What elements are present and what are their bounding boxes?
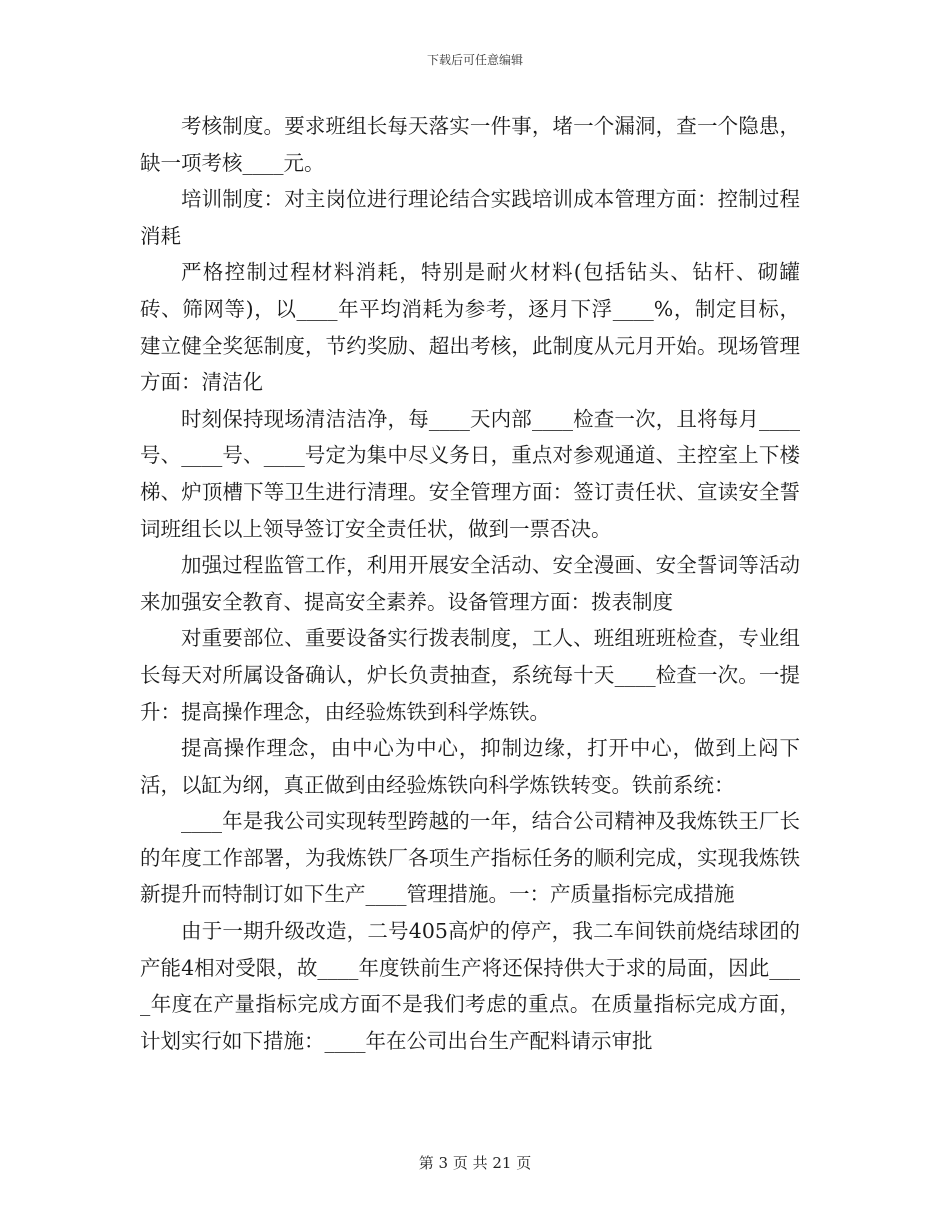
paragraph: 考核制度。要求班组长每天落实一件事，堵一个漏洞，查一个隐患，缺一项考核____元。 xyxy=(140,114,800,175)
paragraph: 由于一期升级改造，二号405高炉的停产，我二车间铁前烧结球团的产能4相对受限，故____年度铁前生产将还保持供大于求的局面，因此____年度在产量指标完成方面不是我们考虑的重点。在质量指标完成方面，计划实行如下措施：____年在公司出台生产配料请示审批 xyxy=(140,919,800,1053)
paragraph: 对重要部位、重要设备实行拨表制度，工人、班组班班检查，专业组长每天对所属设备确认，炉长负责抽查，系统每十天____检查一次。一提升：提高操作理念，由经验炼铁到科学炼铁。 xyxy=(140,626,800,724)
paragraph: 加强过程监管工作，利用开展安全活动、安全漫画、安全誓词等活动来加强安全教育、提高安全素养。设备管理方面：拨表制度 xyxy=(140,553,800,614)
page-header-note: 下载后可任意编辑 xyxy=(426,53,523,67)
paragraph: 严格控制过程材料消耗，特别是耐火材料(包括钻头、钻杆、砌罐砖、筛网等)，以____年平均消耗为参考，逐月下浮____%，制定目标，建立健全奖惩制度，节约奖励、超出考核，此制度从元月开始。现场管理方面：清洁化 xyxy=(140,260,800,395)
paragraph: ____年是我公司实现转型跨越的一年，结合公司精神及我炼铁王厂长的年度工作部署，为我炼铁厂各项生产指标任务的顺利完成，实现我炼铁新提升而特制订如下生产____管理措施。一：产质量指标完成措施 xyxy=(140,809,800,907)
paragraph: 培训制度：对主岗位进行理论结合实践培训成本管理方面：控制过程消耗 xyxy=(140,187,800,248)
page-number: 第 3 页 共 21 页 xyxy=(418,1154,532,1172)
paragraph: 时刻保持现场清洁洁净，每____天内部____检查一次，且将每月____号、____号、____号定为集中尽义务日，重点对参观通道、主控室上下楼梯、炉顶槽下等卫生进行清理。安全管理方面：签订责任状、宣读安全誓词班组长以上领导签订安全责任状，做到一票否决。 xyxy=(140,406,800,541)
document-body xyxy=(140,108,800,1059)
paragraph: 提高操作理念，由中心为中心，抑制边缘，打开中心，做到上闷下活，以缸为纲，真正做到由经验炼铁向科学炼铁转变。铁前系统： xyxy=(140,736,800,797)
